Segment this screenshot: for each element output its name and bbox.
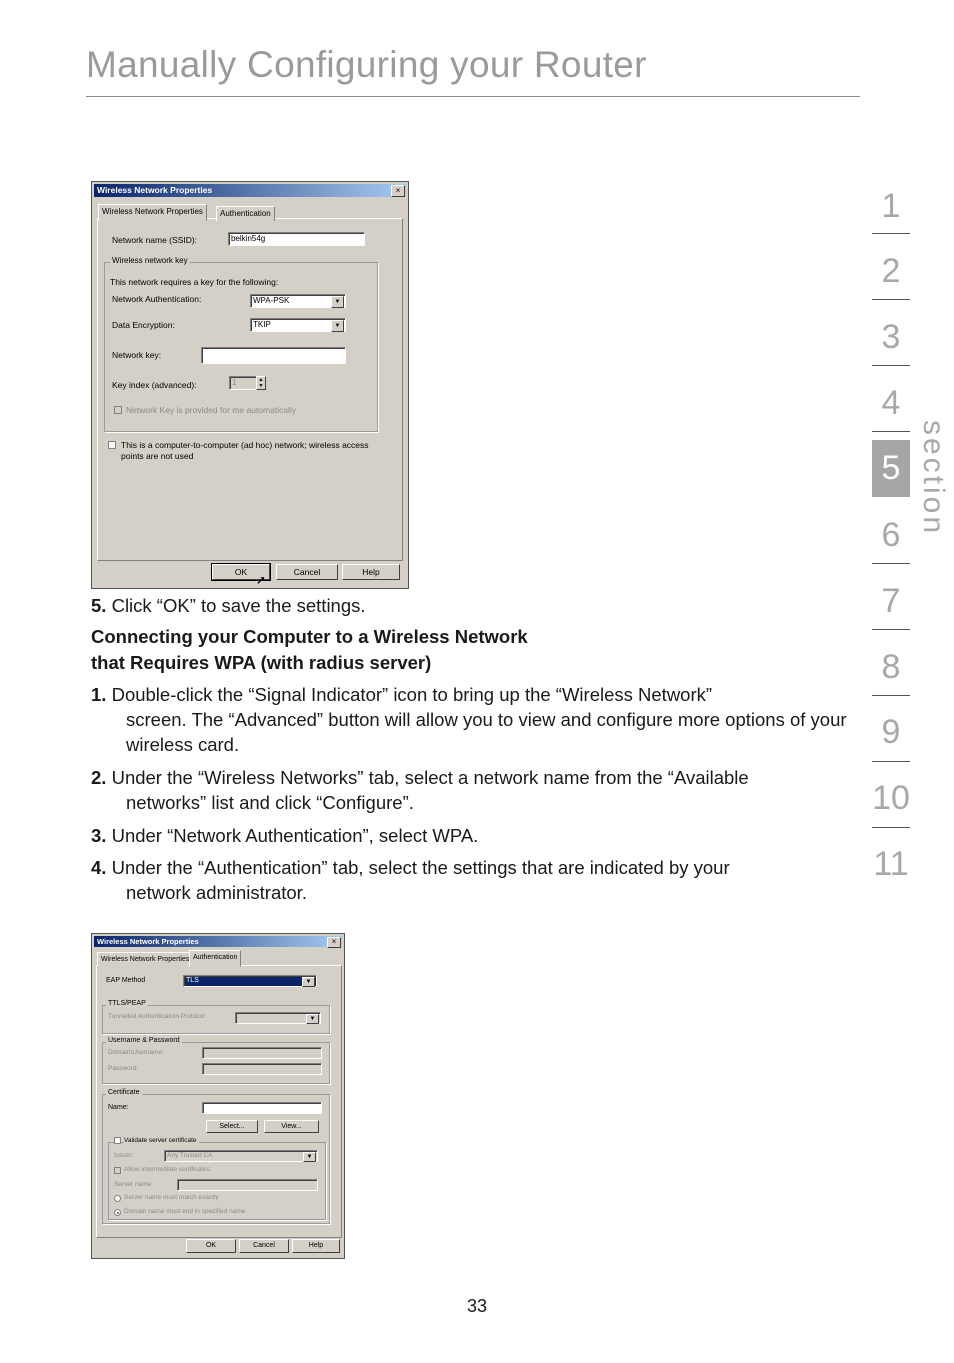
username-password-group-label: Username & Password — [108, 1037, 180, 1044]
list-item-number: 3. — [91, 825, 107, 846]
mouse-cursor-icon: ➚ — [256, 573, 267, 587]
ssid-input[interactable]: belkin54g — [228, 232, 365, 246]
list-item-text: Under the “Wireless Networks” tab, select a network name from the “Available — [106, 767, 749, 788]
step-5-text: Click “OK” to save the settings. — [106, 595, 366, 616]
nav-divider — [872, 827, 910, 828]
help-button[interactable]: Help — [292, 1239, 340, 1253]
domain-username-label: Domain\Username: — [108, 1049, 164, 1056]
list-item-text: Under the “Authentication” tab, select the settings that are indicated by your — [106, 857, 730, 878]
section-nav-item-3[interactable]: 3 — [881, 318, 901, 356]
key-index-input[interactable]: 1 — [229, 376, 257, 390]
adhoc-label-line1: This is a computer-to-computer (ad hoc) network; wireless access — [121, 440, 369, 450]
spinner-arrows-icon[interactable]: ▲ ▼ — [256, 376, 266, 390]
password-input[interactable] — [202, 1063, 322, 1075]
tab-wireless-network-properties[interactable]: Wireless Network Properties — [97, 952, 193, 966]
network-authentication-value: WPA-PSK — [253, 296, 290, 305]
ok-button[interactable]: OK — [186, 1239, 236, 1253]
domain-end-label: Domain name must end in specified name — [124, 1208, 246, 1215]
data-encryption-value: TKIP — [253, 320, 271, 329]
page-title: Manually Configuring your Router — [86, 44, 647, 85]
page-number: 33 — [466, 1296, 488, 1316]
chevron-down-icon[interactable]: ▼ — [303, 1152, 316, 1162]
section-nav-item-9[interactable]: 9 — [881, 713, 901, 751]
list-item-number: 4. — [91, 857, 107, 878]
section-nav-item-4[interactable]: 4 — [881, 384, 901, 422]
adhoc-label-line2: points are not used — [121, 451, 194, 461]
list-item-text: Under “Network Authentication”, select WPA. — [106, 825, 479, 846]
dialog-title-bar: Wireless Network Properties — [94, 936, 342, 947]
tunnelled-protocol-select[interactable] — [235, 1012, 321, 1024]
list-item — [91, 855, 851, 905]
list-item-text: Double-click the “Signal Indicator” icon to bring up the “Wireless Network” — [106, 684, 713, 705]
chevron-down-icon[interactable]: ▼ — [306, 1014, 319, 1024]
key-intro-text: This network requires a key for the following: — [110, 277, 279, 287]
match-exactly-label: Server name must match exactly — [124, 1194, 219, 1201]
server-name-label: Server name: — [114, 1181, 154, 1188]
list-item-continuation: networks” list and click “Configure”. — [126, 792, 414, 813]
title-divider — [86, 96, 860, 97]
list-item — [91, 823, 851, 848]
dialog-title-bar: Wireless Network Properties — [94, 184, 406, 197]
ok-button[interactable]: OK — [212, 564, 270, 580]
nav-divider — [872, 629, 910, 630]
tab-authentication[interactable]: Authentication — [189, 950, 241, 967]
chevron-down-icon[interactable]: ▼ — [302, 977, 315, 987]
help-button[interactable]: Help — [342, 564, 400, 580]
eap-method-label: EAP Method — [106, 977, 146, 984]
tab-wireless-network-properties[interactable]: Wireless Network Properties — [98, 204, 207, 221]
heading-line-2: that Requires WPA (with radius server) — [91, 652, 432, 673]
authentication-dialog — [91, 933, 345, 1259]
tunnelled-protocol-label: Tunnelled Authentication Protocol — [108, 1013, 205, 1020]
chevron-down-icon[interactable]: ▼ — [331, 296, 344, 308]
section-nav-item-5-active[interactable]: 5 — [872, 440, 910, 497]
password-label: Password: — [108, 1065, 139, 1072]
allow-intermediate-label: Allow intermediate certificates — [124, 1166, 210, 1173]
section-heading — [91, 624, 528, 676]
section-nav-item-1[interactable]: 1 — [881, 187, 901, 225]
network-key-input[interactable] — [201, 347, 346, 364]
nav-divider — [872, 563, 910, 564]
certificate-group-label: Certificate — [108, 1089, 140, 1096]
nav-divider — [872, 431, 910, 432]
step-5 — [91, 593, 366, 618]
nav-divider — [872, 761, 910, 762]
step-5-number: 5. — [91, 595, 107, 616]
certificate-name-label: Name: — [108, 1104, 129, 1111]
list-item-continuation: network administrator. — [126, 882, 307, 903]
validate-server-checkbox[interactable] — [114, 1137, 121, 1144]
certificate-name-input[interactable] — [202, 1102, 322, 1114]
nav-divider — [872, 233, 910, 234]
eap-method-select[interactable] — [183, 975, 317, 987]
close-icon[interactable]: × — [327, 937, 341, 948]
issuer-value: Any Trusted CA — [167, 1152, 213, 1159]
view-button[interactable]: View... — [264, 1120, 319, 1133]
domain-end-radio[interactable] — [114, 1209, 121, 1216]
adhoc-checkbox[interactable] — [108, 441, 116, 449]
list-item — [91, 682, 851, 757]
server-name-input[interactable] — [177, 1179, 318, 1191]
eap-method-value: TLS — [186, 977, 199, 984]
section-nav-item-11[interactable]: 11 — [873, 845, 909, 883]
section-nav-item-8[interactable]: 8 — [881, 648, 901, 686]
nav-divider — [872, 299, 910, 300]
ssid-label: Network name (SSID): — [112, 235, 198, 245]
domain-username-input[interactable] — [202, 1047, 322, 1059]
list-item — [91, 765, 851, 815]
ttls-peap-group-label: TTLS/PEAP — [108, 1000, 146, 1007]
heading-line-1: Connecting your Computer to a Wireless Network — [91, 626, 528, 647]
issuer-label: Issuer: — [114, 1152, 134, 1159]
data-encryption-select[interactable] — [250, 318, 346, 332]
network-authentication-label: Network Authentication: — [112, 294, 202, 304]
wireless-key-group-label: Wireless network key — [112, 256, 188, 265]
chevron-down-icon[interactable]: ▼ — [331, 320, 344, 332]
wireless-properties-dialog — [91, 181, 409, 589]
select-button[interactable]: Select... — [206, 1120, 258, 1133]
auto-key-label: Network Key is provided for me automatically — [126, 405, 297, 415]
section-nav-item-6[interactable]: 6 — [881, 516, 901, 554]
allow-intermediate-checkbox[interactable] — [114, 1167, 121, 1174]
cancel-button[interactable]: Cancel — [239, 1239, 289, 1253]
section-nav-item-2[interactable]: 2 — [881, 252, 901, 290]
tab-authentication[interactable]: Authentication — [216, 206, 275, 221]
list-item-number: 2. — [91, 767, 107, 788]
section-label: section — [917, 420, 950, 537]
list-item-number: 1. — [91, 684, 107, 705]
network-authentication-select[interactable] — [250, 294, 346, 308]
network-key-label: Network key: — [112, 350, 162, 360]
issuer-select[interactable] — [164, 1150, 318, 1162]
close-icon[interactable]: × — [391, 185, 405, 197]
match-exactly-radio[interactable] — [114, 1195, 121, 1202]
cancel-button[interactable]: Cancel — [276, 564, 338, 580]
validate-server-label: Validate server certificate — [124, 1137, 197, 1144]
section-nav-item-10[interactable]: 10 — [872, 779, 910, 817]
list-item-continuation: screen. The “Advanced” button will allow you to view and configure more options of your wireless card. — [126, 709, 847, 755]
section-nav-item-7[interactable]: 7 — [881, 582, 901, 620]
nav-divider — [872, 695, 910, 696]
nav-divider — [872, 365, 910, 366]
auto-key-checkbox[interactable] — [114, 406, 122, 414]
key-index-label: Key index (advanced): — [112, 380, 197, 390]
data-encryption-label: Data Encryption: — [112, 320, 175, 330]
